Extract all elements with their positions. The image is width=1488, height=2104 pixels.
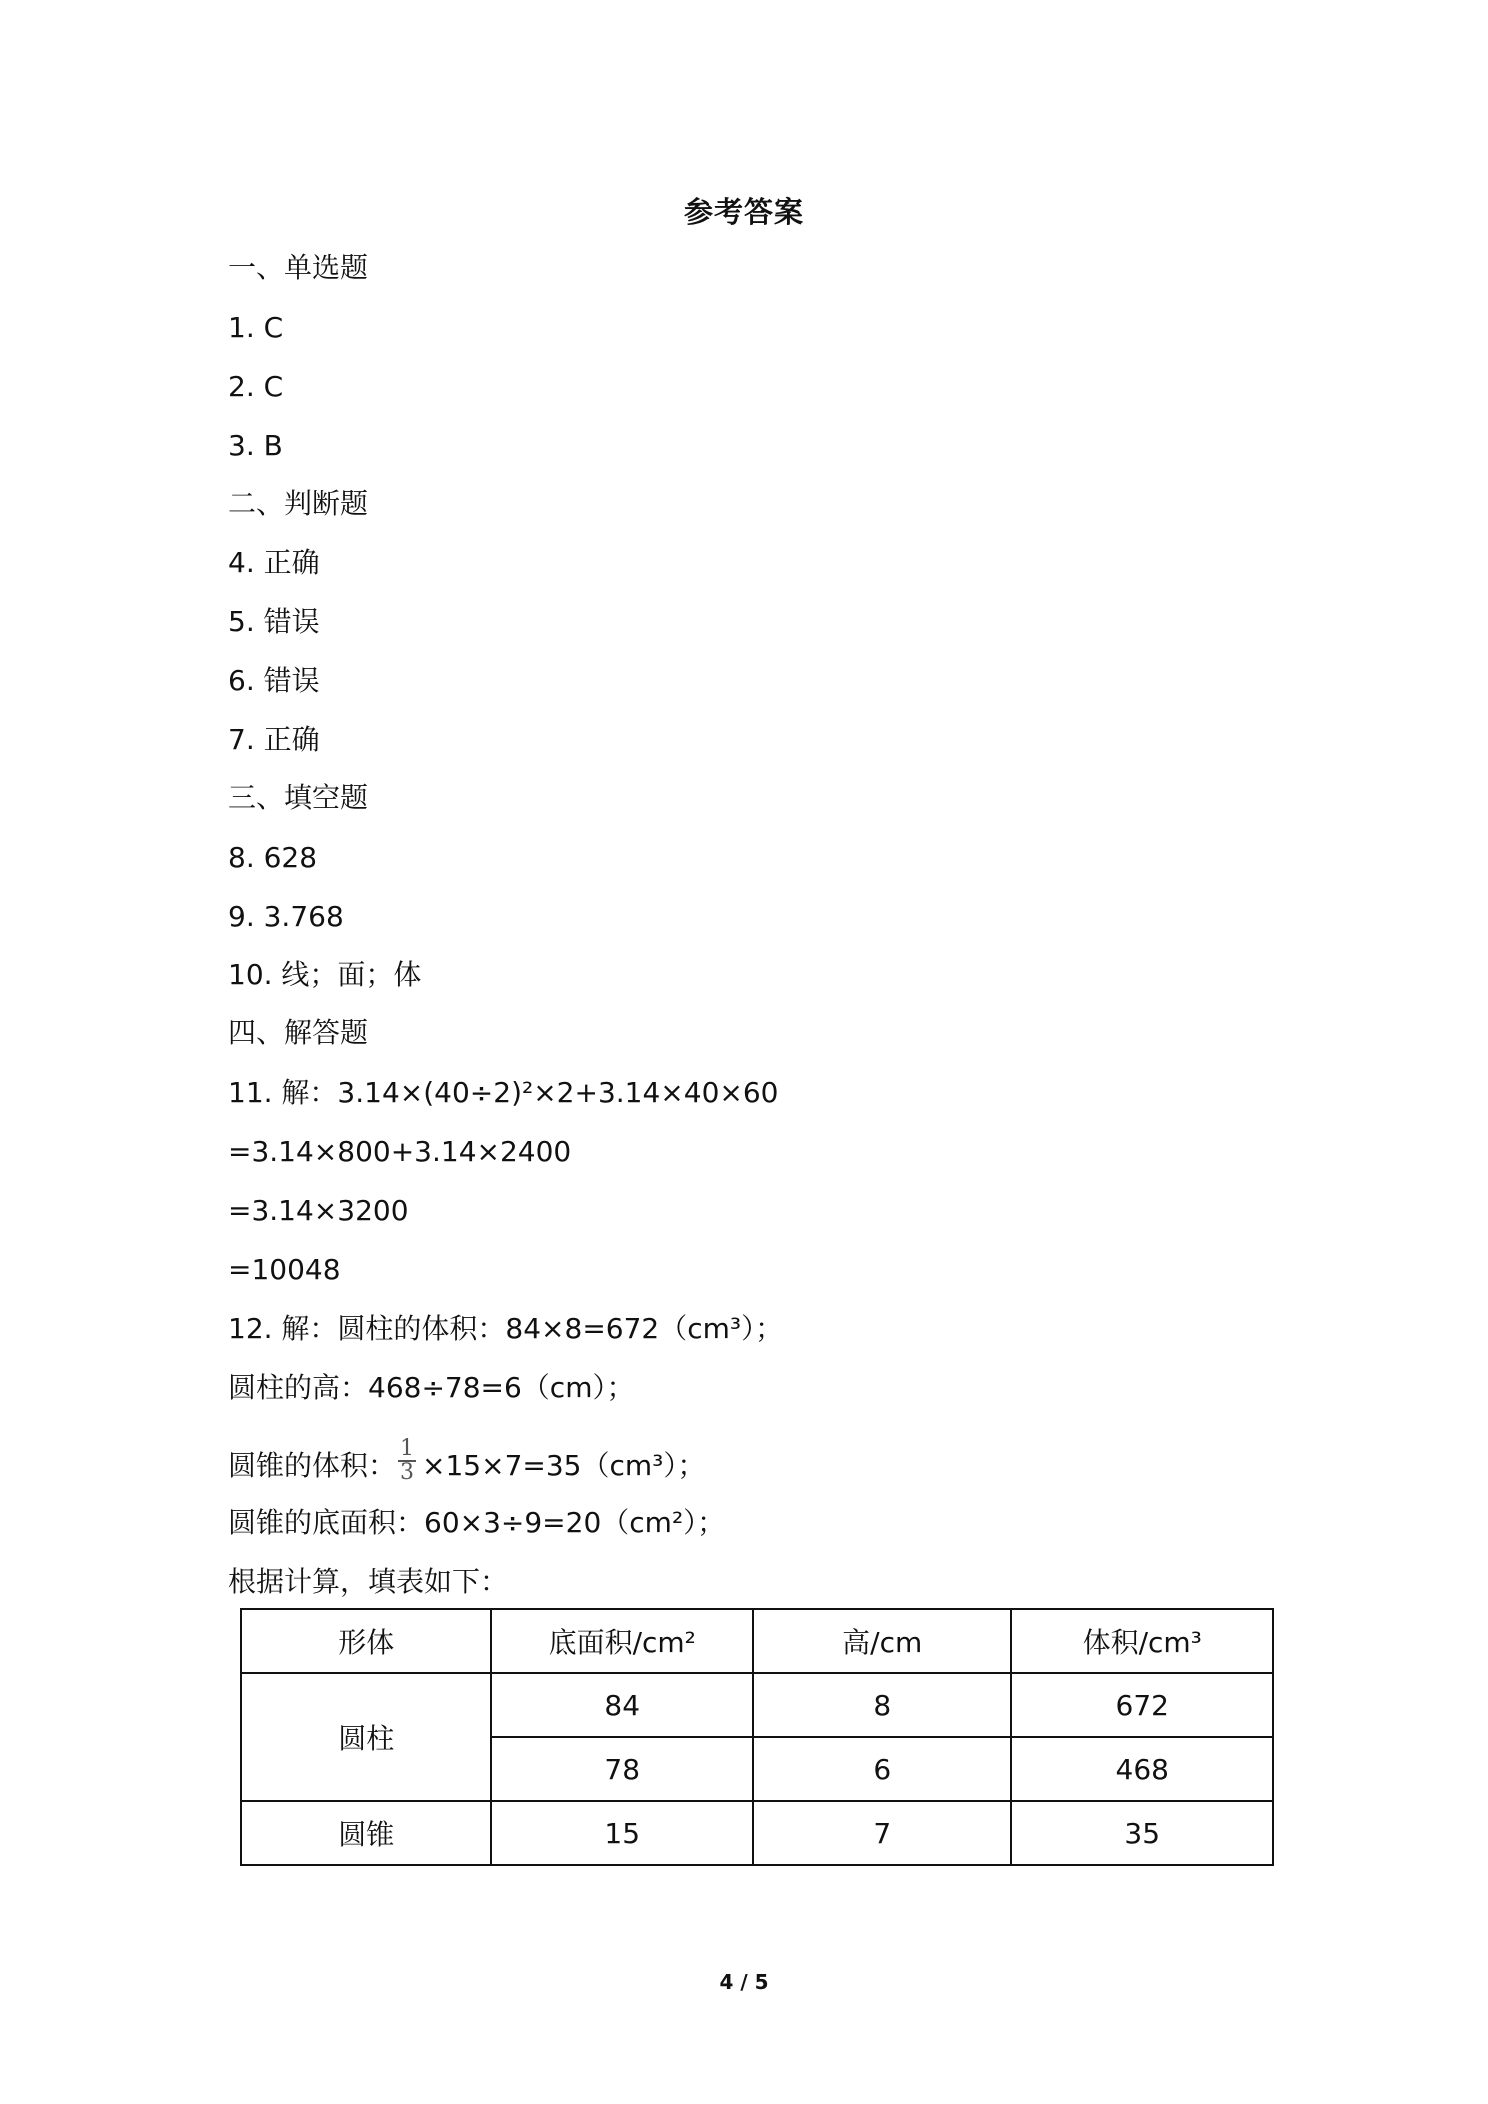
cone-volume-suffix: ×15×7=35（cm³）； [422,1449,706,1482]
answer-5: 5. 错误 [228,605,320,638]
table-cell: 78 [491,1737,753,1801]
table-row [241,1801,1273,1865]
table-cell: 6 [753,1737,1012,1801]
table-cell: 8 [753,1673,1012,1737]
fraction-denominator: 3 [400,1460,415,1485]
table-header-row [241,1609,1273,1673]
table-cell: 7 [753,1801,1012,1865]
page-number: 4 / 5 [719,1970,769,1994]
answer-11-line-4: =10048 [228,1253,341,1286]
answer-4: 4. 正确 [228,546,320,579]
section-heading-fill-blank: 三、填空题 [228,781,369,814]
page-title: 参考答案 [683,195,804,229]
table-cell: 672 [1011,1673,1273,1737]
table-row [241,1673,1273,1737]
table-cell: 468 [1011,1737,1273,1801]
answer-11-line-3: =3.14×3200 [228,1194,409,1227]
answer-12-line-5: 根据计算，填表如下： [228,1565,509,1598]
answer-9: 9. 3.768 [228,900,344,933]
answer-table [240,1608,1274,1866]
table-header-cell: 形体 [241,1609,491,1673]
answer-3: 3. B [228,429,283,462]
table-header-cell: 高/cm [753,1609,1012,1673]
table-cell: 15 [491,1801,753,1865]
table-cell: 35 [1011,1801,1273,1865]
table-header-cell: 体积/cm³ [1011,1609,1273,1673]
answer-12-line-4: 圆锥的底面积：60×3÷9=20（cm²）； [228,1506,726,1539]
answer-2: 2. C [228,370,284,403]
answer-7: 7. 正确 [228,723,320,756]
table-cell-shape-cone: 圆锥 [241,1801,491,1865]
fraction-numerator: 1 [400,1436,415,1461]
answer-10: 10. 线；面；体 [228,958,422,991]
section-heading-single-choice: 一、单选题 [228,251,369,284]
answer-11-line-1: 11. 解：3.14×(40÷2)²×2+3.14×40×60 [228,1076,779,1109]
section-heading-solve: 四、解答题 [228,1016,369,1049]
table-cell: 84 [491,1673,753,1737]
answer-6: 6. 错误 [228,664,320,697]
answer-8: 8. 628 [228,841,318,874]
answer-12-line-3 [228,1436,706,1490]
cone-volume-prefix: 圆锥的体积： [228,1449,397,1482]
answer-11-line-2: =3.14×800+3.14×2400 [228,1135,572,1168]
table-cell-shape-cylinder: 圆柱 [241,1673,491,1801]
answer-12-line-1: 12. 解：圆柱的体积：84×8=672（cm³）； [228,1312,784,1345]
fraction-one-third [398,1438,416,1484]
answer-1: 1. C [228,311,284,344]
section-heading-true-false: 二、判断题 [228,487,369,520]
table-header-cell: 底面积/cm² [491,1609,753,1673]
answer-12-line-2: 圆柱的高：468÷78=6（cm）； [228,1371,635,1404]
